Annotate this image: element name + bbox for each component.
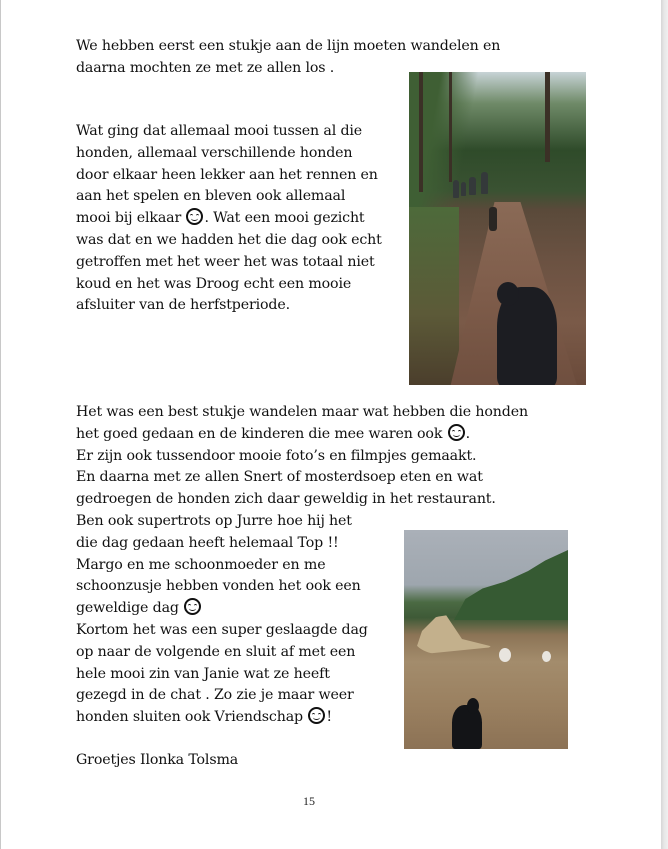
text-line: Ben ook supertrots op Jurre hoe hij het [76, 512, 352, 529]
text-line: hele mooi zin van Janie wat ze heeft [76, 665, 330, 682]
heath-walk-photo [404, 530, 568, 749]
text-line: was dat en we hadden het die dag ook echt [76, 231, 382, 248]
smiley-icon [186, 208, 203, 225]
text-line: Wat ging dat allemaal mooi tussen al die [76, 123, 363, 139]
text-segment: . [465, 425, 471, 442]
text-line [76, 424, 528, 446]
text-line: gezegd in de chat . Zo zie je maar weer [76, 687, 354, 704]
text-line: getroffen met het weer het was totaal niet [76, 253, 375, 270]
text-line: En daarna met ze allen Snert of mosterdsoep eten en wat [76, 469, 483, 486]
text-line: door elkaar heen lekker aan het rennen en [76, 166, 378, 183]
text-line: Margo en me schoonmoeder en me [76, 556, 326, 573]
text-line: aan het spelen en bleven ook allemaal [76, 188, 346, 205]
smiley-icon [184, 598, 201, 615]
text-line: honden, allemaal verschillende honden [76, 144, 353, 161]
text-line: op naar de volgende en sluit af met een [76, 643, 356, 660]
text-line: daarna mochten ze met ze allen los . [76, 59, 335, 76]
text-line: Er zijn ook tussendoor mooie foto’s en filmpjes gemaakt. [76, 447, 477, 464]
text-segment: het goed gedaan en de kinderen die mee waren ook [76, 425, 447, 442]
text-line: afsluiter van de herfstperiode. [76, 297, 290, 314]
paragraph-dogs-together [76, 121, 382, 317]
text-segment: mooi bij elkaar [76, 210, 186, 227]
text-segment: geweldige dag [76, 600, 184, 617]
text-line: schoonzusje hebben vonden het ook een [76, 578, 361, 595]
smiley-icon [308, 707, 325, 724]
text-line: die dag gedaan heeft helemaal Top !! [76, 534, 339, 551]
text-line: We hebben eerst een stukje aan de lijn moeten wandelen en [76, 38, 501, 54]
text-segment: ! [326, 709, 332, 726]
text-segment: . Wat een mooi gezicht [204, 210, 365, 227]
text-line: Kortom het was een super geslaagde dag [76, 621, 368, 638]
page-shadow [661, 0, 668, 849]
page-number: 15 [303, 794, 315, 808]
text-segment: honden sluiten ook Vriendschap [76, 709, 308, 726]
text-line: Het was een best stukje wandelen maar wat hebben die honden [76, 404, 528, 420]
smiley-icon [448, 424, 465, 441]
signature [76, 750, 238, 772]
forest-walk-photo [409, 72, 586, 385]
signature-text: Groetjes Ilonka Tolsma [76, 752, 239, 768]
text-line: koud en het was Droog echt een mooie [76, 275, 352, 292]
text-line [76, 208, 382, 230]
text-line: gedroegen de honden zich daar geweldig in het restaurant. [76, 491, 496, 508]
